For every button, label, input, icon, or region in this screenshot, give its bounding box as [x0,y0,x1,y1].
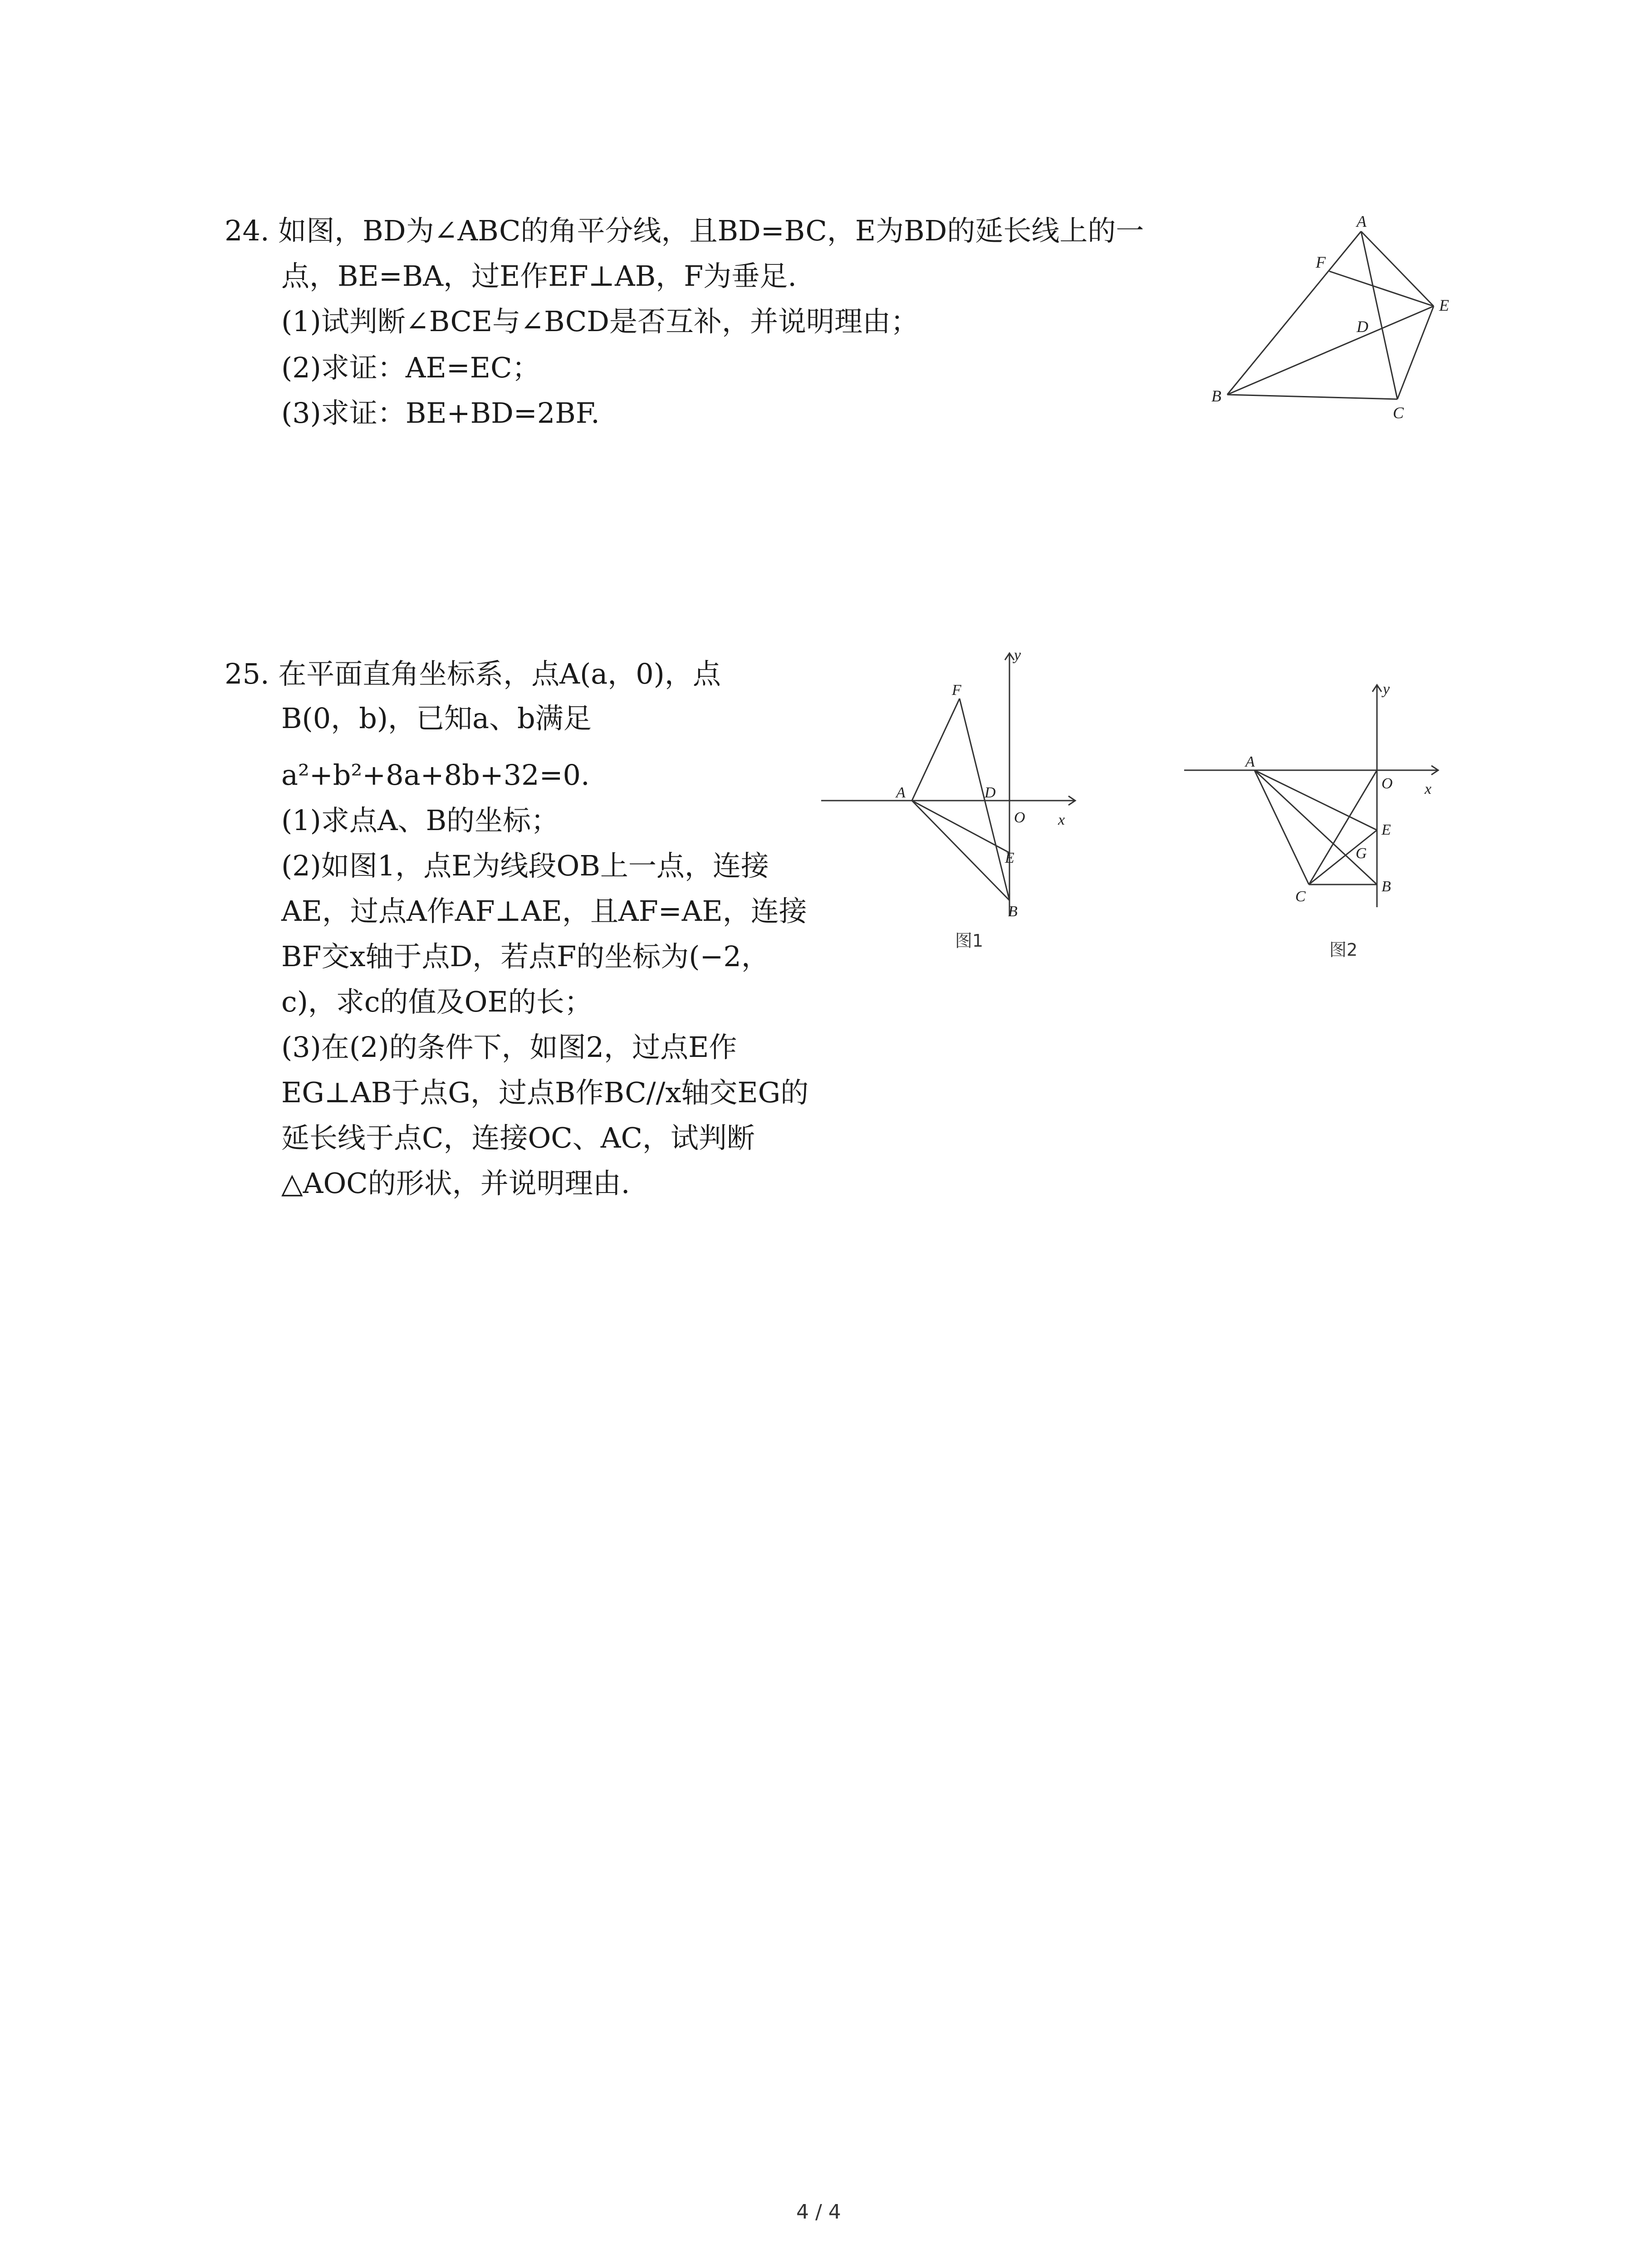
q25f2-label-O: O [1381,775,1393,792]
q24-label-A: A [1357,213,1367,230]
q25-figure-2-caption: 图2 [1329,940,1358,960]
q24-figure [1207,213,1461,431]
q25f1-label-A: A [896,784,906,801]
q25-line-1: 25. 在平面直角坐标系，点A(a，0)，点 [225,657,721,690]
q25-line-4: (1)求点A、B的坐标； [281,804,559,837]
q25-line-12: △AOC的形状，并说明理由. [281,1167,630,1200]
q25f1-label-O: O [1014,809,1025,826]
q25-line-9: (3)在(2)的条件下，如图2，过点E作 [281,1031,737,1064]
q25-line-2: B(0，b)，已知a、b满足 [281,702,592,735]
q25-figure-1 [821,644,1102,925]
q24-label-C: C [1393,404,1404,422]
q25-line-6: AE，过点A作AF⊥AE，且AF=AE，连接 [281,894,807,928]
q25-figure-1-caption: 图1 [955,931,984,951]
q25f1-label-x: x [1058,811,1065,828]
q25-line-3: a²+b²+8a+8b+32=0. [281,758,590,792]
q24-line-2: 点，BE=BA，过E作EF⊥AB，F为垂足. [281,259,797,293]
q25f2-label-G: G [1356,845,1367,862]
q24-label-B: B [1211,387,1221,405]
q25f2-label-A: A [1245,753,1255,770]
q25f1-label-F: F [952,682,961,699]
q25-line-10: EG⊥AB于点G，过点B作BC//x轴交EG的 [281,1076,809,1109]
q24-line-1: 24. 如图，BD为∠ABC的角平分线，且BD=BC，E为BD的延长线上的一 [225,214,1144,247]
q25f2-label-x: x [1425,781,1432,797]
q25-figure-2 [1184,680,1456,916]
q25f1-label-D: D [985,784,996,801]
q25-line-8: c)，求c的值及OE的长； [281,985,593,1018]
q25f1-label-E: E [1005,850,1014,866]
page-number: 4 / 4 [796,2200,841,2224]
q24-line-4: (2)求证：AE=EC； [281,351,540,384]
q24-label-E: E [1439,296,1449,314]
q25f2-label-E: E [1381,821,1391,838]
q25-line-5: (2)如图1，点E为线段OB上一点，连接 [281,849,769,882]
q25-line-7: BF交x轴于点D，若点F的坐标为(−2， [281,940,769,973]
q25f2-label-B: B [1381,878,1391,895]
q24-label-D: D [1357,318,1368,336]
q25f2-label-C: C [1295,888,1306,905]
q25f2-label-y: y [1383,681,1390,698]
q25-line-11: 延长线于点C，连接OC、AC，试判断 [281,1121,755,1154]
q24-line-3: (1)试判断∠BCE与∠BCD是否互补，并说明理由； [281,305,919,338]
q25f1-label-y: y [1014,647,1021,664]
q24-label-F: F [1316,253,1326,271]
q24-line-5: (3)求证：BE+BD=2BF. [281,396,600,430]
q25f1-label-B: B [1008,903,1018,920]
